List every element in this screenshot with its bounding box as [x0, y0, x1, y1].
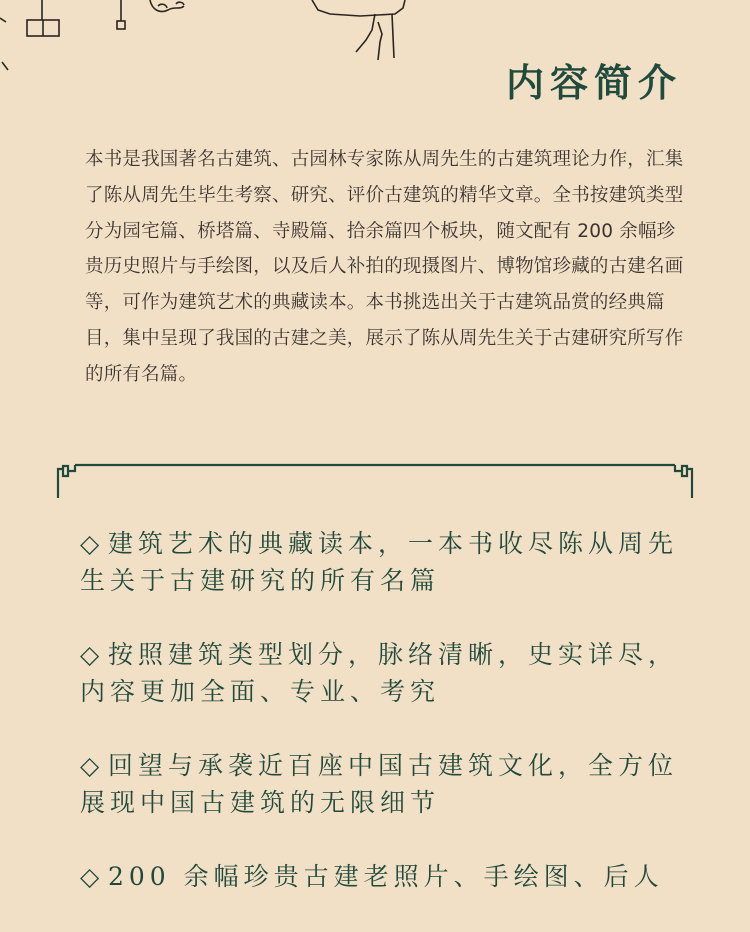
- chinese-fretwork-frame-icon: [55, 462, 695, 502]
- feature-text: 200 余幅珍贵古建老照片、手绘图、后人: [108, 862, 664, 891]
- diamond-icon: ◇: [80, 751, 105, 780]
- diamond-icon: ◇: [80, 862, 105, 891]
- feature-item: [80, 636, 700, 710]
- diamond-icon: ◇: [80, 640, 105, 669]
- diamond-icon: ◇: [80, 529, 105, 558]
- feature-text: 建筑艺术的典藏读本，一本书收尽陈从周先生关于古建研究的所有名篇: [80, 529, 679, 595]
- feature-text: 按照建筑类型划分，脉络清晰，史实详尽，内容更加全面、专业、考究: [80, 640, 679, 706]
- intro-paragraph: 本书是我国著名古建筑、古园林专家陈从周先生的古建筑理论力作，汇集了陈从周先生毕生考察、研究、评价古建筑的精华文章。全书按建筑类型分为园宅篇、桥塔篇、寺殿篇、拾余篇四个板块，随文配有 200 余幅珍贵历史照片与手绘图，以及后人补拍的现摄图片、博物馆珍藏的古建名画等，可作为建筑艺术的典藏读本。本书挑选出关于古建筑品赏的经典篇目，集中呈现了我国的古建之美，展示了陈从周先生关于古建研究所写作的所有名篇。: [85, 149, 684, 385]
- feature-list: [80, 525, 700, 932]
- section-title: 内容简介: [505, 60, 682, 105]
- feature-text: 回望与承袭近百座中国古建筑文化，全方位展现中国古建筑的无限细节: [80, 751, 679, 817]
- feature-item: [80, 858, 700, 895]
- feature-item: [80, 525, 700, 599]
- intro-text-block: [85, 142, 685, 393]
- feature-item: [80, 747, 700, 821]
